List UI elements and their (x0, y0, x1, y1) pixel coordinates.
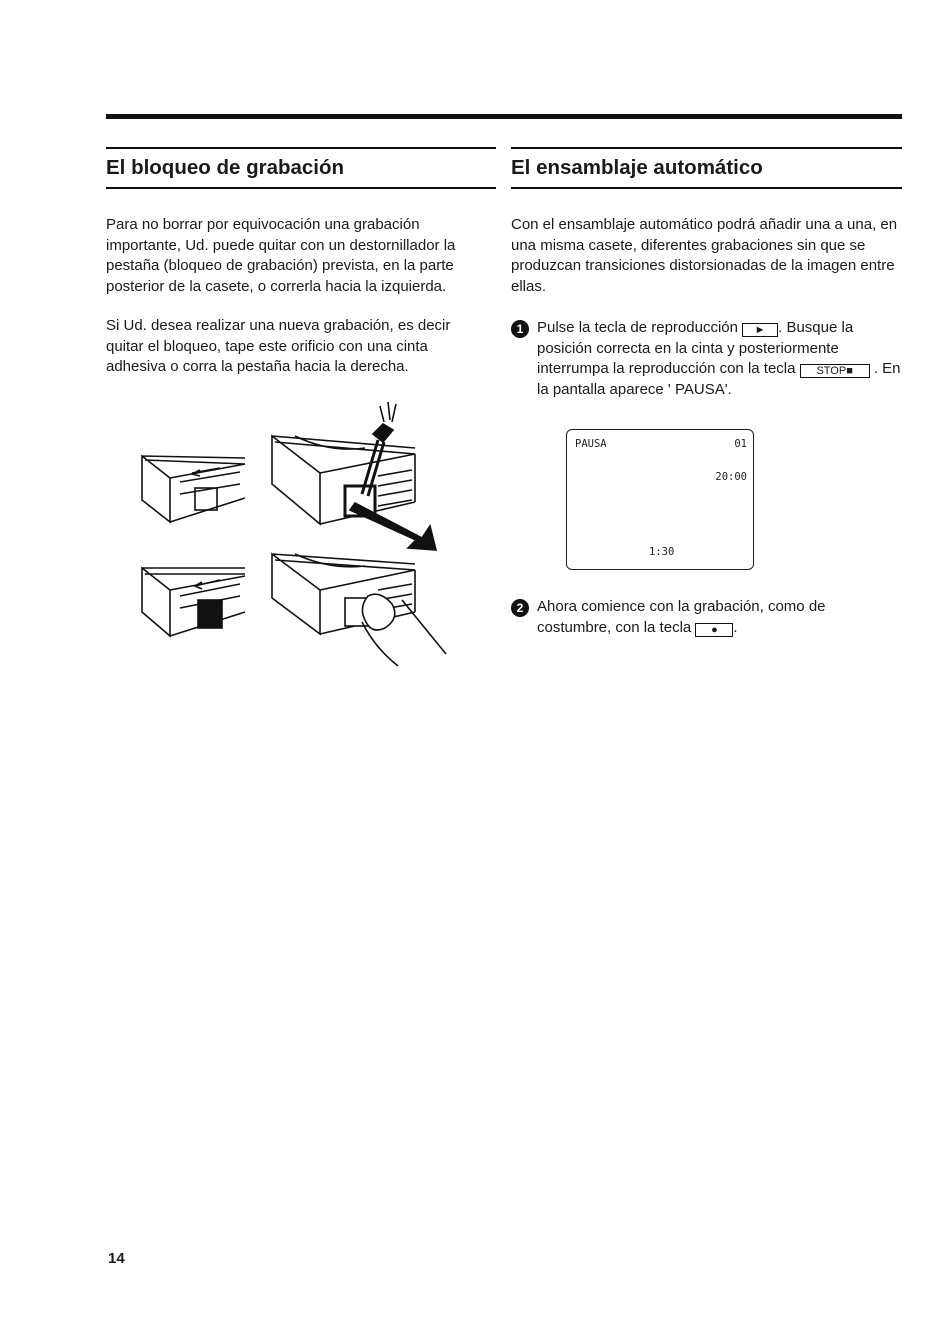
paragraph-lock-2: Si Ud. desea realizar una nueva grabación, es decir quitar el bloqueo, tape este orificio con una cinta adhesiva o corra la pestaña hacia la derecha. (106, 317, 451, 375)
heading-auto-assembly: El ensamblaje automático (511, 156, 763, 179)
paragraph-lock-1: Para no borrar por equivocación una grabación importante, Ud. puede quitar con un destornillador la pestaña (bloqueo de grabación) prevista, en la parte posterior de la casete, o correrla hacia la izquierda. (106, 216, 456, 295)
section-recording-lock (106, 147, 496, 189)
record-key: ● (695, 623, 733, 637)
step-2-text: Ahora comience con la grabación, como de costumbre, con la tecla ● . (537, 598, 826, 636)
top-rule (106, 114, 902, 119)
step-1-number: 1 (511, 320, 529, 338)
screen-counter: 01 (734, 438, 747, 450)
play-key: ► (742, 323, 778, 337)
tv-screen (566, 429, 754, 570)
heading-recording-lock: El bloqueo de grabación (106, 156, 345, 179)
section-auto-assembly (511, 147, 902, 189)
page-number: 14 (108, 1250, 125, 1267)
screen-duration: 1:30 (649, 546, 675, 558)
step-1-text: Pulse la tecla de reproducción ► . Busque la posición correcta en la cinta y posteriormente interrumpa la reproducción con la tecla STOP■ . En la pantalla aparece ' PAUSA'. (537, 319, 901, 398)
screen-time: 20:00 (715, 471, 747, 483)
stop-key: STOP■ (800, 364, 870, 378)
cassette-lock-illustration (140, 398, 460, 670)
step-2-number: 2 (511, 599, 529, 617)
paragraph-intro: Con el ensamblaje automático podrá añadir una a una, en una misma casete, diferentes grabaciones sin que se produzcan transiciones distorsionadas de la imagen entre ellas. (511, 216, 898, 295)
screen-status: PAUSA (575, 438, 607, 450)
